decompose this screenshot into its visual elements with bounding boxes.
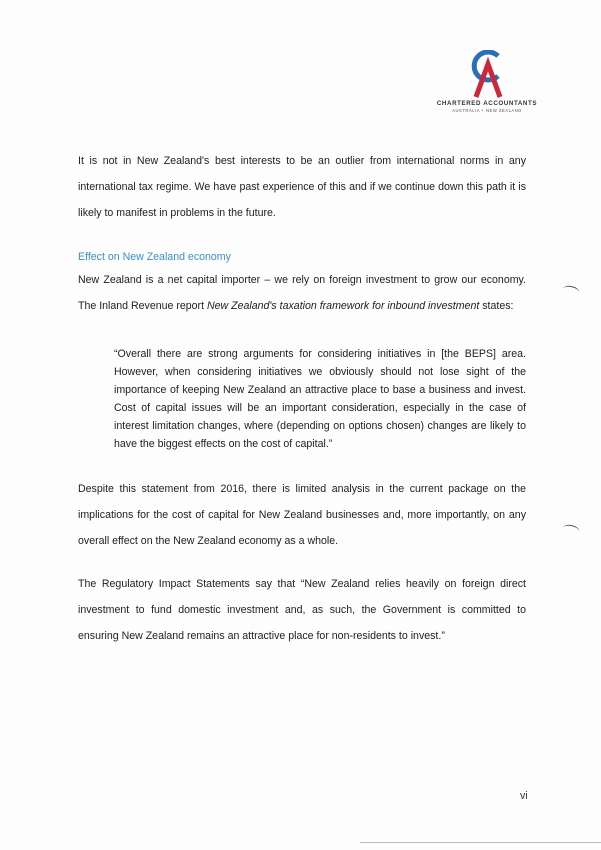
p2-text-start: New Zealand is a net capital importer – we rely on foreign investment to grow our economy. The Inland Revenue report	[78, 274, 526, 312]
p2-text-end: states:	[479, 300, 514, 312]
logo-name: CHARTERED ACCOUNTANTS	[436, 100, 538, 107]
page-number: vi	[520, 790, 528, 802]
paragraph-limited-analysis: Despite this statement from 2016, there is limited analysis in the current package on the implications for the cost of capital for New Zealand businesses and, more importantly, on any overall effect on the New Zealand economy as a whole.	[78, 483, 526, 547]
scan-mark	[562, 284, 580, 296]
scan-edge-line	[360, 842, 601, 843]
scan-mark	[562, 523, 580, 535]
report-title: New Zealand's taxation framework for inbound investment	[206, 300, 480, 312]
section-heading: Effect on New Zealand economy	[78, 251, 231, 263]
block-quote: “Overall there are strong arguments for considering initiatives in [the BEPS] area. However, when considering initiatives we obviously should not lose sight of the importance of keeping New Zealand an attractive place to base a business and invest. Cost of capital issues will be an important consideration, especially in the case of interest limitation changes, where (depending on options chosen) changes are likely to have the biggest effects on the cost of capital.”	[114, 348, 526, 450]
ca-logo-icon	[468, 50, 508, 98]
paragraph-capital-importer	[78, 267, 526, 319]
paragraph-regulatory-impact: The Regulatory Impact Statements say that “New Zealand relies heavily on foreign direct investment to fund domestic investment and, as such, the Government is committed to ensuring New Zealand remains an attractive place for non-residents to invest.”	[78, 578, 526, 642]
logo	[432, 50, 542, 120]
logo-subtitle: AUSTRALIA + NEW ZEALAND	[452, 108, 522, 113]
paragraph-outlier: It is not in New Zealand's best interests to be an outlier from international norms in any international tax regime. We have past experience of this and if we continue down this path it is likely to manifest in problems in the future.	[78, 155, 526, 219]
